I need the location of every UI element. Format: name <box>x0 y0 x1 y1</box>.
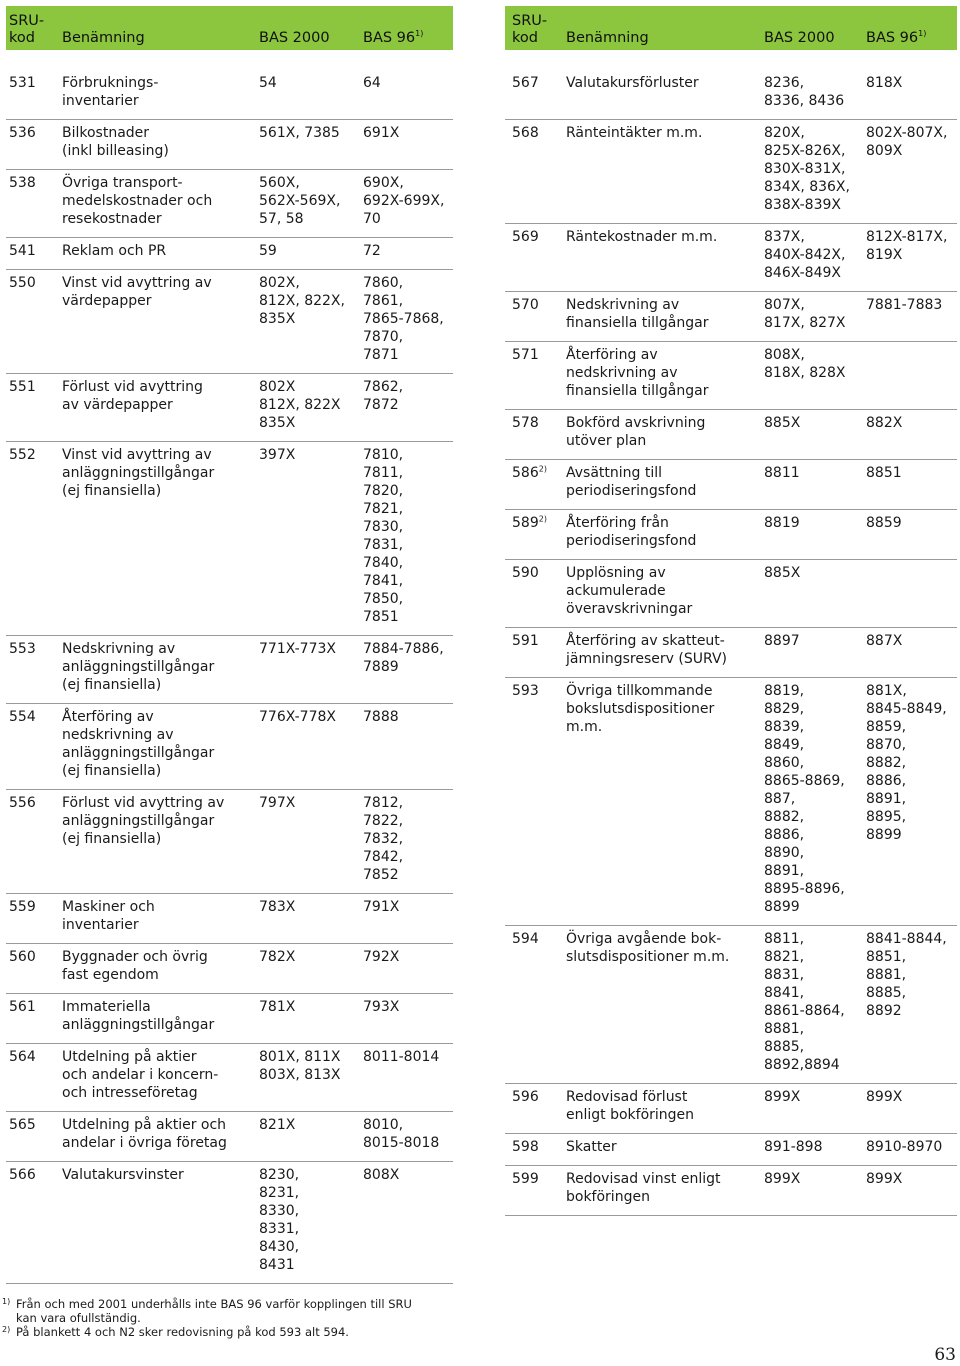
table-row <box>505 926 957 1084</box>
table-row <box>6 120 453 170</box>
row-name: Reklam och PR <box>62 243 167 259</box>
row-bas96: 808X <box>363 1167 400 1183</box>
header-bas96-footnote-ref: 1) <box>918 29 927 39</box>
row-bas96: 793X <box>363 999 400 1015</box>
row-bas96: 802X-807X, 809X <box>866 125 948 159</box>
row-name: Övriga avgående bok- slutsdispositioner m.m. <box>566 931 730 965</box>
row-name: Immateriella anläggningstillgångar <box>62 999 215 1033</box>
row-name: Avsättning till periodiseringsfond <box>566 465 697 499</box>
row-code <box>505 514 566 550</box>
table-row <box>6 944 453 994</box>
row-bas2000: 397X <box>259 447 296 463</box>
row-bas96: 812X-817X, 819X <box>866 229 948 263</box>
row-code <box>6 446 62 626</box>
row-name: Bokförd avskrivning utöver plan <box>566 415 706 449</box>
row-bas96: 7860, 7861, 7865-7868, 7870, 7871 <box>363 275 444 363</box>
row-bas2000: 560X, 562X-569X, 57, 58 <box>259 175 341 227</box>
row-bas96: 64 <box>363 75 381 91</box>
row-code-text: 559 <box>9 899 36 915</box>
row-bas2000: 807X, 817X, 827X <box>764 297 846 331</box>
row-code <box>6 948 62 984</box>
row-code-text: 556 <box>9 795 36 811</box>
row-bas96: 899X <box>866 1089 903 1105</box>
row-code-text: 560 <box>9 949 36 965</box>
table-row <box>505 510 957 560</box>
row-code <box>6 378 62 432</box>
table-row <box>6 704 453 790</box>
row-code <box>6 708 62 780</box>
table-row <box>6 894 453 944</box>
row-code <box>505 346 566 400</box>
row-code-text: 590 <box>512 565 539 581</box>
row-name: Byggnader och övrig fast egendom <box>62 949 208 983</box>
header-bas96 <box>363 29 453 47</box>
header-bas96-footnote-ref: 1) <box>415 29 424 39</box>
row-code <box>6 640 62 694</box>
row-bas2000: 885X <box>764 565 801 581</box>
table-row <box>505 1134 957 1166</box>
row-name: Bilkostnader (inkl billeasing) <box>62 125 169 159</box>
left-table <box>6 6 453 1284</box>
row-code-text: 566 <box>9 1167 36 1183</box>
row-name: Räntekostnader m.m. <box>566 229 718 245</box>
row-bas2000: 8230, 8231, 8330, 8331, 8430, 8431 <box>259 1167 300 1273</box>
row-code-text: 567 <box>512 75 539 91</box>
row-code-text: 541 <box>9 243 36 259</box>
row-code-text: 538 <box>9 175 36 191</box>
row-name: Redovisad vinst enligt bokföringen <box>566 1171 721 1205</box>
row-code-text: 589 <box>512 515 539 531</box>
row-bas2000: 821X <box>259 1117 296 1133</box>
row-name: Ränteintäkter m.m. <box>566 125 703 141</box>
header-name: Benämning <box>566 30 649 46</box>
row-name: Förlust vid avyttring av anläggningstillgångar (ej finansiella) <box>62 795 225 847</box>
row-bas2000: 8811 <box>764 465 800 481</box>
row-bas2000: 802X 812X, 822X 835X <box>259 379 341 431</box>
row-name: Förbruknings- inventarier <box>62 75 159 109</box>
row-code <box>6 242 62 260</box>
row-bas2000: 561X, 7385 <box>259 125 340 141</box>
row-code-text: 536 <box>9 125 36 141</box>
row-code-text: 564 <box>9 1049 36 1065</box>
row-name: Vinst vid avyttring av anläggningstillgångar (ej finansiella) <box>62 447 215 499</box>
row-bas96: 791X <box>363 899 400 915</box>
footnote-number: 2) <box>2 1325 11 1334</box>
row-name: Återföring från periodiseringsfond <box>566 515 697 549</box>
row-bas2000: 59 <box>259 243 277 259</box>
row-code-text: 565 <box>9 1117 36 1133</box>
row-bas2000: 8236, 8336, 8436 <box>764 75 845 109</box>
right-table-body <box>505 72 957 1216</box>
row-bas96: 691X <box>363 125 400 141</box>
row-name: Vinst vid avyttring av värdepapper <box>62 275 212 309</box>
row-name: Utdelning på aktier och andelar i övriga företag <box>62 1117 227 1151</box>
row-code-text: 594 <box>512 931 539 947</box>
row-bas96: 7862, 7872 <box>363 379 404 413</box>
row-bas96: 72 <box>363 243 381 259</box>
table-row <box>6 238 453 270</box>
row-code-text: 550 <box>9 275 36 291</box>
row-bas2000: 781X <box>259 999 296 1015</box>
header-bas96-label: BAS 96 <box>866 30 919 46</box>
row-code <box>505 228 566 282</box>
row-name: Förlust vid avyttring av värdepapper <box>62 379 203 413</box>
row-code <box>505 930 566 1074</box>
table-row <box>6 442 453 636</box>
row-bas2000: 776X-778X <box>259 709 336 725</box>
footnotes <box>2 1297 522 1339</box>
row-code <box>6 1166 62 1274</box>
row-code <box>505 414 566 450</box>
row-code <box>505 74 566 110</box>
row-bas96: 8011-8014 <box>363 1049 440 1065</box>
header-name: Benämning <box>62 30 145 46</box>
header-bas96 <box>866 29 957 47</box>
row-code-text: 586 <box>512 465 539 481</box>
row-code <box>6 998 62 1034</box>
table-row <box>6 270 453 374</box>
row-code-text: 569 <box>512 229 539 245</box>
row-bas2000: 782X <box>259 949 296 965</box>
row-bas2000: 899X <box>764 1089 801 1105</box>
row-name: Maskiner och inventarier <box>62 899 155 933</box>
row-code <box>505 124 566 214</box>
row-bas2000: 771X-773X <box>259 641 336 657</box>
row-bas96: 887X <box>866 633 903 649</box>
row-bas2000: 8819 <box>764 515 800 531</box>
table-row <box>6 170 453 238</box>
table-row <box>505 342 957 410</box>
row-code <box>6 174 62 228</box>
row-bas96: 8010, 8015-8018 <box>363 1117 440 1151</box>
row-code <box>505 632 566 668</box>
row-bas2000: 8811, 8821, 8831, 8841, 8861-8864, 8881, 8885, 8892,8894 <box>764 931 845 1073</box>
footnote <box>2 1325 522 1339</box>
row-code <box>6 1116 62 1152</box>
row-bas96 <box>866 564 957 618</box>
row-name: Skatter <box>566 1139 617 1155</box>
row-name: Återföring av nedskrivning av anläggningstillgångar (ej finansiella) <box>62 709 215 779</box>
table-row <box>505 292 957 342</box>
row-code <box>505 1170 566 1206</box>
table-row <box>505 224 957 292</box>
row-code-text: 570 <box>512 297 539 313</box>
row-bas96 <box>866 346 957 400</box>
row-code <box>505 296 566 332</box>
row-code-text: 552 <box>9 447 36 463</box>
row-code-text: 599 <box>512 1171 539 1187</box>
row-bas96: 7810, 7811, 7820, 7821, 7830, 7831, 7840, 7841, 7850, 7851 <box>363 447 404 625</box>
row-name: Valutakursvinster <box>62 1167 184 1183</box>
row-bas2000: 885X <box>764 415 801 431</box>
table-row <box>505 120 957 224</box>
row-bas96: 7812, 7822, 7832, 7842, 7852 <box>363 795 404 883</box>
row-name: Nedskrivning av finansiella tillgångar <box>566 297 709 331</box>
row-code <box>6 74 62 110</box>
table-row <box>6 1162 453 1284</box>
row-bas2000: 899X <box>764 1171 801 1187</box>
table-row <box>505 560 957 628</box>
row-code-text: 561 <box>9 999 36 1015</box>
page-number: 63 <box>934 1345 956 1365</box>
row-code-text: 593 <box>512 683 539 699</box>
row-bas2000: 8897 <box>764 633 800 649</box>
row-code-text: 571 <box>512 347 539 363</box>
row-name: Redovisad förlust enligt bokföringen <box>566 1089 695 1123</box>
row-code <box>6 124 62 160</box>
row-bas96: 8851 <box>866 465 902 481</box>
row-bas96: 8841-8844, 8851, 8881, 8885, 8892 <box>866 931 947 1019</box>
row-code-footnote-ref: 2) <box>538 514 547 524</box>
row-bas96: 8910-8970 <box>866 1139 943 1155</box>
right-table <box>505 6 957 1216</box>
table-header <box>505 6 957 50</box>
table-header <box>6 6 453 50</box>
row-code <box>6 898 62 934</box>
left-table-body <box>6 72 453 1284</box>
row-code <box>505 1088 566 1124</box>
row-code <box>6 1048 62 1102</box>
table-row <box>6 1044 453 1112</box>
header-bas2000: BAS 2000 <box>259 30 330 46</box>
header-code: SRU- kod <box>9 13 45 46</box>
row-name: Utdelning på aktier och andelar i koncern- och intresseföretag <box>62 1049 219 1101</box>
row-code-text: 568 <box>512 125 539 141</box>
row-bas96: 690X, 692X-699X, 70 <box>363 175 445 227</box>
row-name: Upplösning av ackumulerade överavskrivningar <box>566 565 693 617</box>
row-name: Nedskrivning av anläggningstillgångar (ej finansiella) <box>62 641 215 693</box>
row-name: Övriga transport- medelskostnader och resekostnader <box>62 175 213 227</box>
table-row <box>505 1166 957 1216</box>
row-bas2000: 8819, 8829, 8839, 8849, 8860, 8865-8869, 887, 8882, 8886, 8890, 8891, 8895-8896, 8899 <box>764 683 845 915</box>
footnote-text: Från och med 2001 underhålls inte BAS 96 varför kopplingen till SRU kan vara ofullständig. <box>16 1297 412 1325</box>
row-bas2000: 891-898 <box>764 1139 823 1155</box>
table-row <box>505 1084 957 1134</box>
row-code-text: 551 <box>9 379 36 395</box>
row-code <box>505 564 566 618</box>
row-bas96: 818X <box>866 75 903 91</box>
row-bas2000: 54 <box>259 75 277 91</box>
row-name: Återföring av skatteut- jämningsreserv (SURV) <box>566 633 727 667</box>
row-code-text: 531 <box>9 75 36 91</box>
row-code <box>505 682 566 916</box>
table-row <box>6 72 453 120</box>
row-code-text: 596 <box>512 1089 539 1105</box>
header-code: SRU- kod <box>512 13 548 46</box>
row-bas2000: 797X <box>259 795 296 811</box>
row-bas2000: 783X <box>259 899 296 915</box>
row-name: Övriga tillkommande bokslutsdispositioner m.m. <box>566 683 715 735</box>
row-bas96: 899X <box>866 1171 903 1187</box>
row-bas2000: 801X, 811X 803X, 813X <box>259 1049 341 1083</box>
row-name: Valutakursförluster <box>566 75 699 91</box>
row-bas96: 882X <box>866 415 903 431</box>
row-bas96: 7888 <box>363 709 399 725</box>
row-code-text: 554 <box>9 709 36 725</box>
table-row <box>505 72 957 120</box>
row-bas2000: 802X, 812X, 822X, 835X <box>259 275 345 327</box>
row-bas96: 792X <box>363 949 400 965</box>
footnote-number: 1) <box>2 1297 11 1306</box>
footnote-text: På blankett 4 och N2 sker redovisning på kod 593 alt 594. <box>16 1325 349 1339</box>
table-row <box>505 460 957 510</box>
table-row <box>505 410 957 460</box>
table-row <box>505 678 957 926</box>
table-row <box>6 636 453 704</box>
row-bas2000: 837X, 840X-842X, 846X-849X <box>764 229 846 281</box>
row-code <box>6 794 62 884</box>
table-row <box>6 1112 453 1162</box>
table-row <box>6 994 453 1044</box>
row-bas2000: 820X, 825X-826X, 830X-831X, 834X, 836X, 838X-839X <box>764 125 850 213</box>
row-bas2000: 808X, 818X, 828X <box>764 347 846 381</box>
table-row <box>505 628 957 678</box>
row-code-text: 553 <box>9 641 36 657</box>
table-row <box>6 790 453 894</box>
row-bas96: 7884-7886, 7889 <box>363 641 444 675</box>
row-name: Återföring av nedskrivning av finansiella tillgångar <box>566 347 709 399</box>
row-bas96: 8859 <box>866 515 902 531</box>
row-code <box>6 274 62 364</box>
row-code-text: 598 <box>512 1139 539 1155</box>
header-bas2000: BAS 2000 <box>764 30 835 46</box>
table-row <box>6 374 453 442</box>
row-code-text: 591 <box>512 633 539 649</box>
row-code-text: 578 <box>512 415 539 431</box>
row-code-footnote-ref: 2) <box>538 464 547 474</box>
footnote <box>2 1297 522 1325</box>
row-bas96: 7881-7883 <box>866 297 943 313</box>
header-bas96-label: BAS 96 <box>363 30 416 46</box>
row-code <box>505 464 566 500</box>
row-code <box>505 1138 566 1156</box>
row-bas96: 881X, 8845-8849, 8859, 8870, 8882, 8886, 8891, 8895, 8899 <box>866 683 947 843</box>
